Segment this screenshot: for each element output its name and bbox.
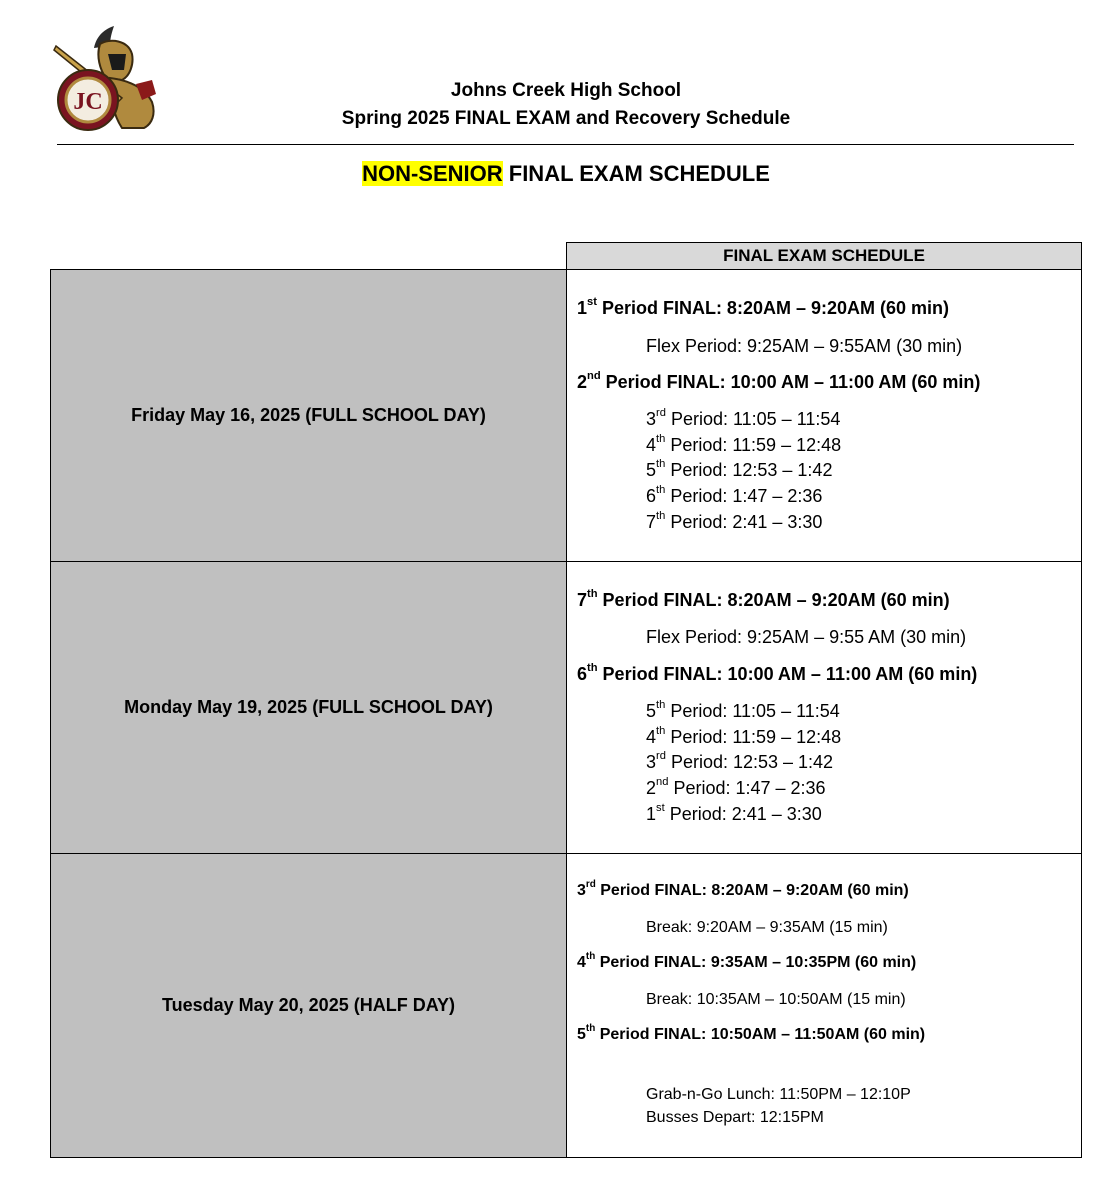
section-title-rest: FINAL EXAM SCHEDULE bbox=[502, 161, 770, 186]
day-label-cell bbox=[51, 270, 567, 561]
schedule-table bbox=[50, 269, 1082, 1158]
schedule-line: 5th Period: 11:05 – 11:54 bbox=[646, 698, 840, 721]
schedule-line: 4th Period: 11:59 – 12:48 bbox=[646, 724, 842, 747]
schedule-line: 3rd Period: 12:53 – 1:42 bbox=[646, 749, 834, 772]
schedule-line: Flex Period: 9:25AM – 9:55AM (30 min) bbox=[646, 336, 963, 356]
schedule-cell bbox=[567, 270, 1081, 561]
schedule-line: Busses Depart: 12:15PM bbox=[646, 1109, 824, 1126]
schedule-line: 5th Period FINAL: 10:50AM – 11:50AM (60 min) bbox=[577, 1022, 926, 1043]
schedule-line: 6th Period FINAL: 10:00 AM – 11:00 AM (60 min) bbox=[577, 661, 978, 684]
table-row bbox=[51, 270, 1081, 562]
schedule-line: 1st Period FINAL: 8:20AM – 9:20AM (60 min) bbox=[577, 295, 950, 318]
schedule-line: 3rd Period FINAL: 8:20AM – 9:20AM (60 min) bbox=[577, 878, 909, 899]
schedule-line: 7th Period: 2:41 – 3:30 bbox=[646, 509, 823, 532]
day-label: Friday May 16, 2025 (FULL SCHOOL DAY) bbox=[131, 405, 486, 425]
section-title bbox=[0, 161, 1108, 187]
schedule-line: 2nd Period FINAL: 10:00 AM – 11:00 AM (60 min) bbox=[577, 369, 981, 392]
day-label: Tuesday May 20, 2025 (HALF DAY) bbox=[161, 995, 456, 1015]
schedule-cell bbox=[567, 854, 1081, 1157]
svg-text:JC: JC bbox=[73, 89, 103, 115]
document-subtitle: Spring 2025 FINAL EXAM and Recovery Schedule bbox=[341, 108, 791, 129]
schedule-cell bbox=[567, 562, 1081, 853]
table-row bbox=[51, 854, 1081, 1157]
day-label-cell bbox=[51, 562, 567, 853]
schedule-line: 5th Period: 12:53 – 1:42 bbox=[646, 457, 833, 480]
schedule-line: Flex Period: 9:25AM – 9:55 AM (30 min) bbox=[646, 627, 967, 647]
schedule-line: 7th Period FINAL: 8:20AM – 9:20AM (60 min) bbox=[577, 587, 950, 610]
schedule-line: 3rd Period: 11:05 – 11:54 bbox=[646, 406, 841, 429]
schedule-line: Break: 9:20AM – 9:35AM (15 min) bbox=[646, 919, 888, 936]
day-label-cell bbox=[51, 854, 567, 1157]
day-label: Monday May 19, 2025 (FULL SCHOOL DAY) bbox=[124, 697, 493, 717]
column-header: FINAL EXAM SCHEDULE bbox=[566, 242, 1082, 270]
highlighted-text: NON-SENIOR bbox=[362, 161, 503, 186]
school-name: Johns Creek High School bbox=[450, 80, 682, 101]
schedule-line: 1st Period: 2:41 – 3:30 bbox=[646, 801, 822, 824]
schedule-line: 4th Period FINAL: 9:35AM – 10:35PM (60 min) bbox=[577, 950, 917, 971]
schedule-line: Grab-n-Go Lunch: 11:50PM – 12:10P bbox=[646, 1086, 911, 1103]
schedule-line: 4th Period: 11:59 – 12:48 bbox=[646, 432, 842, 455]
schedule-line: 2nd Period: 1:47 – 2:36 bbox=[646, 775, 826, 798]
schedule-line: 6th Period: 1:47 – 2:36 bbox=[646, 483, 823, 506]
table-row bbox=[51, 562, 1081, 854]
schedule-line: Break: 10:35AM – 10:50AM (15 min) bbox=[646, 991, 906, 1008]
header-divider bbox=[57, 144, 1074, 145]
